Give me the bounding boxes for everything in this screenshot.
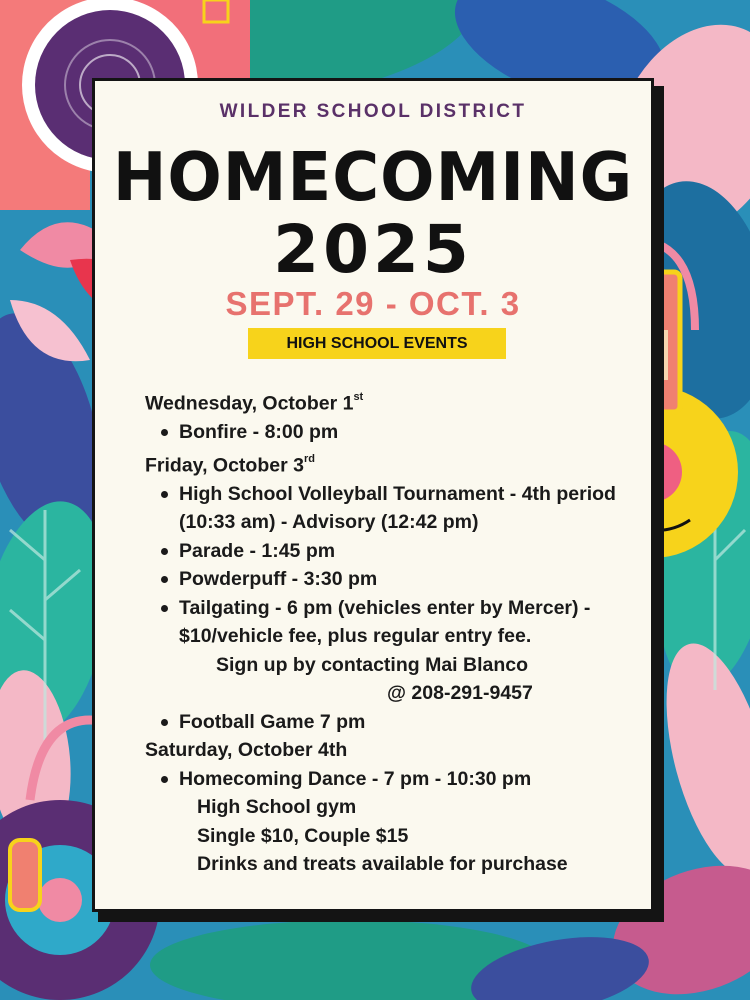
signup-phone: @ 208-291-9457 (387, 682, 533, 704)
signup-contact: Sign up by contacting Mai Blanco (216, 653, 529, 676)
event-dates: SEPT. 29 - OCT. 3 (225, 285, 521, 322)
dance-refreshments: Drinks and treats available for purchase (197, 853, 568, 875)
wednesday-events (145, 418, 635, 447)
day-heading-wednesday: Wednesday, October 1st (145, 391, 364, 415)
event-schedule (145, 385, 635, 879)
saturday-events (145, 765, 635, 794)
section-banner: HIGH SCHOOL EVENTS (248, 328, 506, 359)
bullet-icon (161, 776, 168, 783)
day-heading-saturday: Saturday, October 4th (145, 739, 348, 761)
bullet-icon (161, 548, 168, 555)
list-item: Parade - 1:45 pm (145, 537, 635, 566)
day-heading-friday: Friday, October 3rd (145, 452, 315, 476)
friday-final-event (145, 708, 635, 737)
bullet-icon (161, 719, 168, 726)
flyer-card (92, 78, 654, 912)
friday-events (145, 480, 635, 651)
list-item: Homecoming Dance - 7 pm - 10:30 pm (145, 765, 635, 794)
bullet-icon (161, 491, 168, 498)
list-item: Tailgating - 6 pm (vehicles enter by Mercer) - $10/vehicle fee, plus regular entry fee. (145, 594, 635, 651)
dance-location: High School gym (197, 796, 357, 818)
dance-prices: Single $10, Couple $15 (197, 824, 409, 847)
district-name: WILDER SCHOOL DISTRICT (219, 101, 527, 122)
event-title: HOMECOMING (112, 139, 634, 217)
bullet-icon (161, 605, 168, 612)
list-item: Bonfire - 8:00 pm (145, 418, 635, 447)
list-item: High School Volleyball Tournament - 4th period (10:33 am) - Advisory (12:42 pm) (145, 480, 635, 537)
bullet-icon (161, 576, 168, 583)
list-item: Football Game 7 pm (145, 708, 635, 737)
list-item: Powderpuff - 3:30 pm (145, 565, 635, 594)
event-year: 2025 (273, 211, 473, 288)
bullet-icon (161, 429, 168, 436)
